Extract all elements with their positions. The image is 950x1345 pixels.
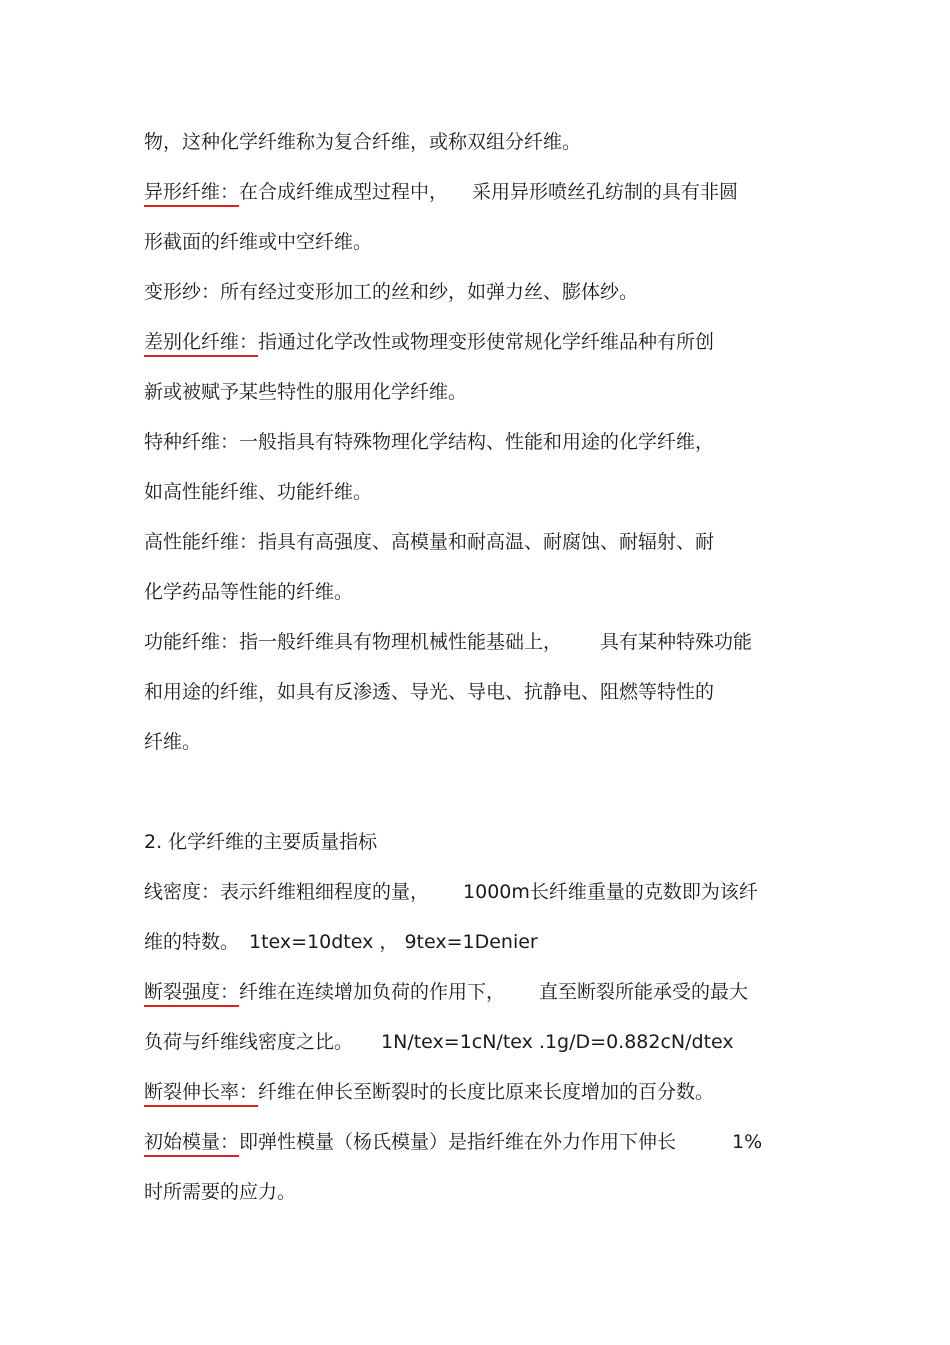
paragraph-line xyxy=(144,930,538,954)
line-text: 特种纤维：一般指具有特殊物理化学结构、性能和用途的化学纤维， xyxy=(144,431,715,453)
line-text: 纤维在伸长至断裂时的长度比原来长度增加的百分数。 xyxy=(258,1081,715,1103)
paragraph-line xyxy=(144,580,353,604)
paragraph-line xyxy=(144,230,372,254)
paragraph-line xyxy=(144,480,372,504)
line-text: 线密度：表示纤维粗细程度的量， xyxy=(144,881,430,903)
paragraph-line xyxy=(144,880,758,904)
line-text: 1N/tex=1cN/tex .1g/D=0.882cN/dtex xyxy=(381,1031,734,1053)
paragraph-line xyxy=(144,1080,714,1104)
line-text: 高性能纤维：指具有高强度、高模量和耐高温、耐腐蚀、耐辐射、耐 xyxy=(144,531,715,553)
line-text: 负荷与纤维线密度之比。 xyxy=(144,1031,354,1053)
paragraph-line xyxy=(144,280,638,304)
section-heading xyxy=(144,830,377,854)
paragraph-line xyxy=(144,980,748,1004)
line-text: 直至断裂所能承受的最大 xyxy=(539,981,749,1003)
line-text: 具有某种特殊功能 xyxy=(600,631,753,653)
line-text: 维的特数。 xyxy=(144,931,240,953)
line-text: 新或被赋予某些特性的服用化学纤维。 xyxy=(144,381,468,403)
line-text: 形截面的纤维或中空纤维。 xyxy=(144,231,373,253)
line-text: 功能纤维：指一般纤维具有物理机械性能基础上， xyxy=(144,631,563,653)
line-text: 变形纱：所有经过变形加工的丝和纱，如弹力丝、膨体纱。 xyxy=(144,281,639,303)
underlined-term: 断裂伸长率： xyxy=(144,1081,258,1107)
line-text: 如高性能纤维、功能纤维。 xyxy=(144,481,373,503)
line-text: 1% xyxy=(732,1131,763,1153)
paragraph-line xyxy=(144,330,714,354)
underlined-term: 断裂强度： xyxy=(144,981,239,1007)
paragraph-line xyxy=(144,530,714,554)
line-text: 纤维。 xyxy=(144,731,202,753)
line-text: 纤维在连续增加负荷的作用下， xyxy=(239,981,506,1003)
line-text: 指通过化学改性或物理变形使常规化学纤维品种有所创 xyxy=(258,331,715,353)
paragraph-line xyxy=(144,680,714,704)
line-text: 化学药品等性能的纤维。 xyxy=(144,581,354,603)
paragraph-line xyxy=(144,1180,296,1204)
line-text: 采用异形喷丝孔纺制的具有非圆 xyxy=(472,181,739,203)
underlined-term: 异形纤维： xyxy=(144,181,239,207)
line-text: 和用途的纤维，如具有反渗透、导光、导电、抗静电、阻燃等特性的 xyxy=(144,681,715,703)
paragraph-line xyxy=(144,630,752,654)
paragraph-line xyxy=(144,430,714,454)
line-text: 在合成纤维成型过程中， xyxy=(239,181,449,203)
paragraph-line xyxy=(144,1130,762,1154)
paragraph-line xyxy=(144,730,201,754)
paragraph-line xyxy=(144,1030,734,1054)
line-text: 物，这种化学纤维称为复合纤维，或称双组分纤维。 xyxy=(144,131,582,153)
paragraph-line xyxy=(144,130,581,154)
line-text: 1tex=10dtex ， 9tex=1Denier xyxy=(249,931,538,953)
line-text: 1000m长纤维重量的克数即为该纤 xyxy=(463,881,758,903)
line-text: 即弹性模量（杨氏模量）是指纤维在外力作用下伸长 xyxy=(239,1131,677,1153)
line-text: 时所需要的应力。 xyxy=(144,1181,297,1203)
underlined-term: 差别化纤维： xyxy=(144,331,258,357)
paragraph-line xyxy=(144,380,467,404)
heading-text: 2. 化学纤维的主要质量指标 xyxy=(144,831,378,853)
underlined-term: 初始模量： xyxy=(144,1131,239,1157)
paragraph-line xyxy=(144,180,738,204)
